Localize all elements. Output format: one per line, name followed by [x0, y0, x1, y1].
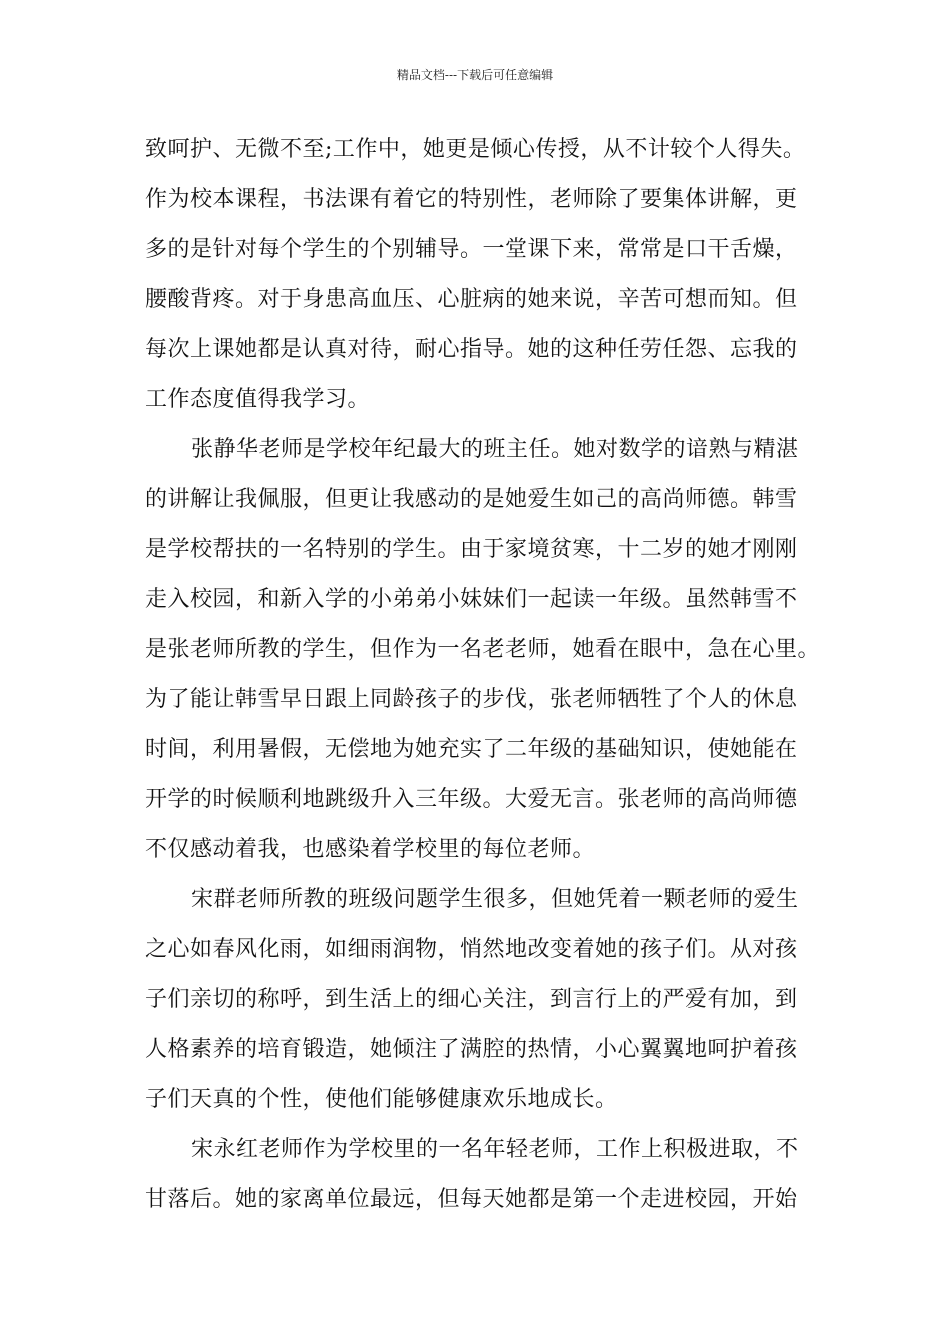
text-line: 子们天真的个性，使他们能够健康欢乐地成长。 [145, 1087, 618, 1112]
text-line: 开学的时候顺利地跳级升入三年级。大爱无言。张老师的高尚师德 [145, 787, 798, 812]
text-line: 为了能让韩雪早日跟上同龄孩子的步伐，张老师牺牲了个人的休息 [145, 687, 798, 712]
paragraph-first-line: 宋群老师所教的班级问题学生很多，但她凭着一颗老师的爱生 [191, 887, 799, 912]
text-line: 不仅感动着我，也感染着学校里的每位老师。 [145, 837, 596, 862]
text-line: 之心如春风化雨，如细雨润物，悄然地改变着她的孩子们。从对孩 [145, 937, 798, 962]
text-line: 的讲解让我佩服，但更让我感动的是她爱生如己的高尚师德。韩雪 [145, 487, 798, 512]
text-line: 作为校本课程，书法课有着它的特别性，老师除了要集体讲解，更 [145, 187, 798, 212]
text-line: 是学校帮扶的一名特别的学生。由于家境贫寒，十二岁的她才刚刚 [145, 537, 798, 562]
text-line: 每次上课她都是认真对待，耐心指导。她的这种任劳任怨、忘我的 [145, 337, 798, 362]
text-line: 腰酸背疼。对于身患高血压、心脏病的她来说，辛苦可想而知。但 [145, 287, 798, 312]
text-line: 时间，利用暑假，无偿地为她充实了二年级的基础知识，使她能在 [145, 737, 798, 762]
paragraph-first-line: 宋永红老师作为学校里的一名年轻老师，工作上积极进取，不 [191, 1137, 799, 1162]
text-line: 工作态度值得我学习。 [145, 387, 371, 412]
paragraph-first-line: 张静华老师是学校年纪最大的班主任。她对数学的谙熟与精湛 [191, 437, 799, 462]
text-line: 人格素养的培育锻造，她倾注了满腔的热情，小心翼翼地呵护着孩 [145, 1037, 798, 1062]
page-header: 精品文档---下载后可任意编辑 [396, 68, 554, 82]
text-line: 甘落后。她的家离单位最远，但每天她都是第一个走进校园，开始 [145, 1187, 798, 1212]
text-line: 多的是针对每个学生的个别辅导。一堂课下来，常常是口干舌燥， [145, 237, 798, 262]
text-line: 致呵护、无微不至;工作中，她更是倾心传授，从不计较个人得失。 [145, 137, 806, 162]
text-line: 是张老师所教的学生，但作为一名老老师，她看在眼中，急在心里。 [145, 637, 821, 662]
text-line: 子们亲切的称呼，到生活上的细心关注，到言行上的严爱有加，到 [145, 987, 798, 1012]
text-line: 走入校园，和新入学的小弟弟小妹妹们一起读一年级。虽然韩雪不 [145, 587, 798, 612]
